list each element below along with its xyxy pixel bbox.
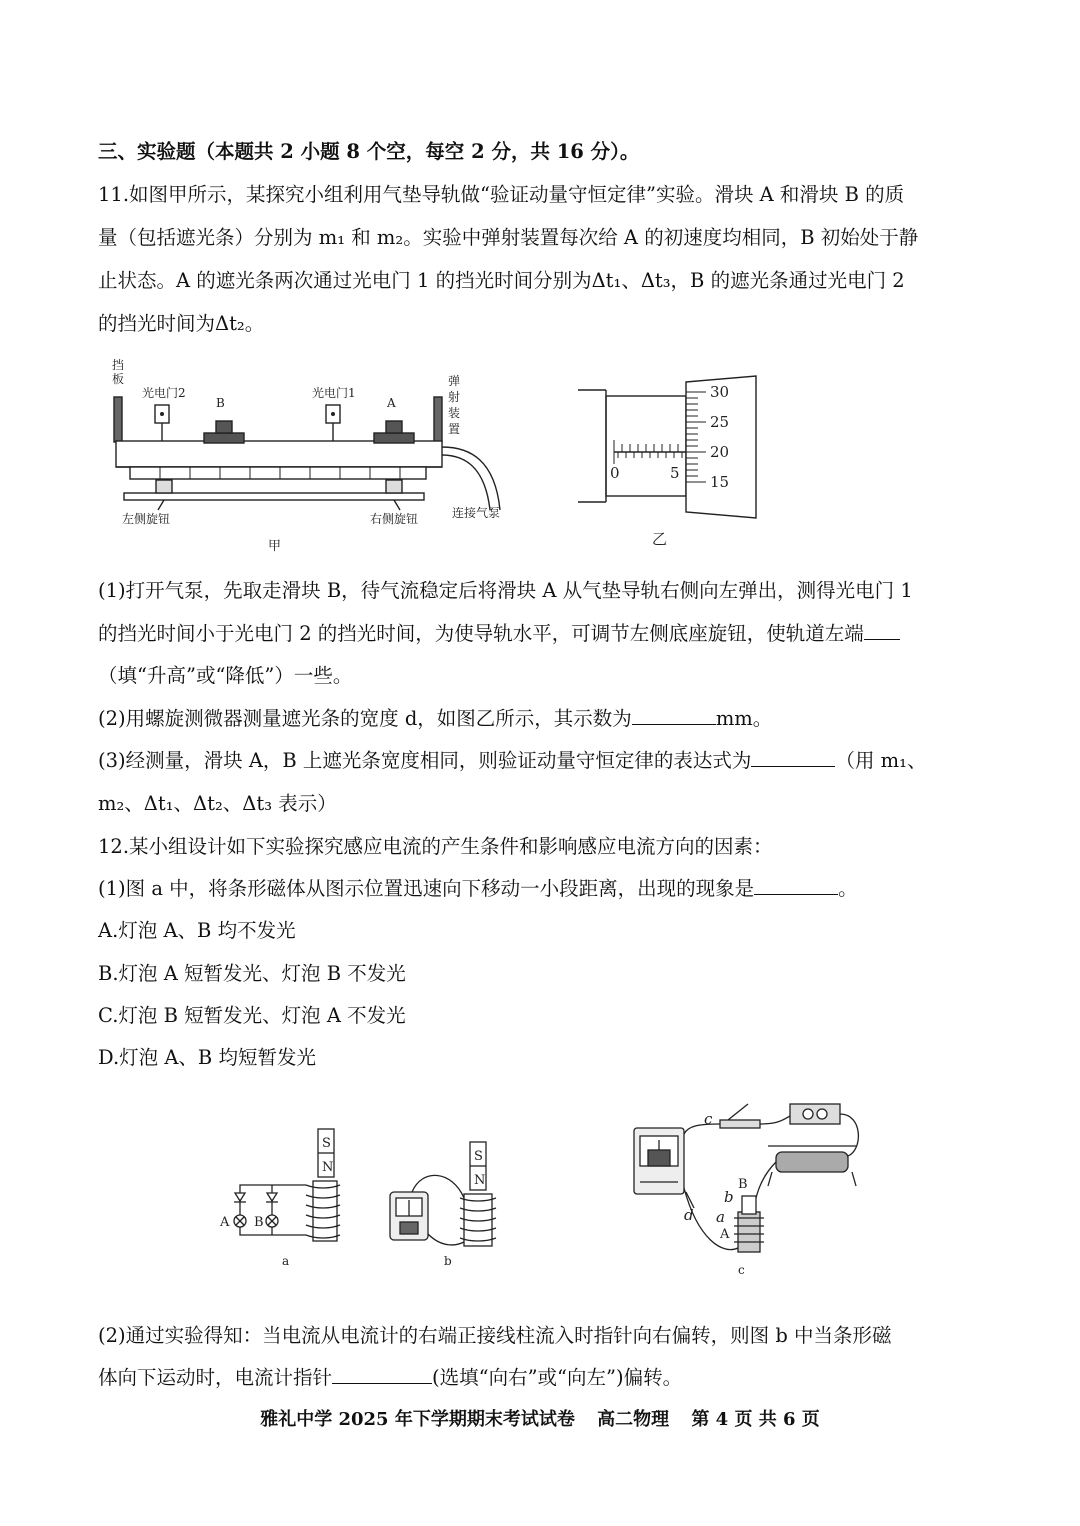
option-a[interactable]: A.灯泡 A、B 均不发光: [98, 919, 296, 942]
answer-blank-4[interactable]: [754, 876, 838, 895]
main-scale-0: 0: [610, 464, 620, 482]
fig-c-label-A: A: [720, 1227, 730, 1242]
option-b[interactable]: B.灯泡 A 短暂发光、灯泡 B 不发光: [98, 962, 406, 985]
option-d[interactable]: D.灯泡 A、B 均短暂发光: [98, 1046, 316, 1069]
answer-blank-2[interactable]: [632, 706, 716, 725]
q11-p1-line-2-text: 的挡光时间小于光电门 2 的挡光时间，为使导轨水平，可调节左侧底座旋钮，使轨道左端: [98, 622, 864, 645]
battery: [790, 1104, 840, 1124]
track-body: [116, 441, 442, 467]
micrometer-figure: [570, 368, 770, 550]
label-baffle: 挡板: [112, 358, 125, 386]
slider-a: [374, 433, 414, 443]
label-slider-a: A: [387, 396, 396, 410]
q12-p2-line-2: [98, 1364, 682, 1392]
q12-p1-tail: 。: [838, 877, 858, 900]
answer-blank-5[interactable]: [332, 1365, 432, 1384]
fig-c-label-B: B: [738, 1177, 748, 1192]
q12-p1-text: (1)图 a 中，将条形磁体从图示位置迅速向下移动一小段距离，出现的现象是: [98, 877, 755, 900]
caption-jia: 甲: [268, 539, 282, 554]
footer-school: 雅礼中学 2025 年下学期期末考试试卷: [260, 1409, 575, 1430]
fig-a-caption: a: [282, 1254, 290, 1268]
thimble-num-30: 30: [710, 383, 730, 401]
q11-intro-line-2: 量（包括遮光条）分别为 m₁ 和 m₂。实验中弹射装置每次给 A 的初速度均相同，B 初始处于静: [98, 226, 919, 249]
caption-yi: 乙: [652, 530, 668, 548]
footer-subject: 高二物理: [597, 1409, 670, 1430]
q11-p1-line-2: [98, 620, 900, 648]
main-scale-5: 5: [670, 464, 680, 482]
q11-p3-text: (3)经测量，滑块 A，B 上遮光条宽度相同，则验证动量守恒定律的表达式为: [98, 749, 752, 772]
fig-c-label-b: b: [724, 1188, 734, 1206]
answer-blank-3[interactable]: [751, 748, 835, 767]
label-right-knob: 右侧旋钮: [370, 512, 419, 526]
figure-a: [210, 1125, 360, 1275]
section-title: 三、实验题（本题共 2 小题 8 个空，每空 2 分，共 16 分）。: [98, 140, 640, 163]
q11-p1-line-1: (1)打开气泵，先取走滑块 B，待气流稳定后将滑块 A 从气垫导轨右侧向左弹出，测得光电门 1: [98, 579, 913, 602]
q11-p2-unit: mm。: [715, 707, 773, 730]
answer-blank-1[interactable]: [864, 621, 900, 640]
label-pump: 连接气泵: [452, 506, 501, 520]
q11-p3-tail: （用 m₁、: [835, 749, 927, 772]
baffle: [114, 397, 122, 442]
label-launcher: 弹射装置: [448, 374, 461, 436]
footer-page: 第 4 页 共 6 页: [691, 1409, 820, 1430]
thimble-num-25: 25: [710, 413, 730, 431]
q11-p2: [98, 705, 772, 733]
fig-c-label-d: d: [684, 1206, 694, 1224]
fig-b-s: S: [474, 1149, 483, 1164]
fig-a-lamp-b-label: B: [254, 1215, 264, 1230]
air-track-figure: [100, 355, 540, 555]
slider-b: [204, 433, 244, 443]
thimble-num-20: 20: [710, 443, 730, 461]
inner-coil: [742, 1196, 756, 1214]
q12-p2-line-1: (2)通过实验得知：当电流从电流计的右端正接线柱流入时指针向右偏转，则图 b 中当条形磁: [98, 1324, 892, 1347]
q11-intro-line-4: 的挡光时间为Δt₂。: [98, 312, 265, 335]
q11-intro-line-3: 止状态。A 的遮光条两次通过光电门 1 的挡光时间分别为Δt₁、Δt₃，B 的遮光条通过光电门 2: [98, 269, 905, 292]
figure-b: [382, 1138, 512, 1273]
label-gate2: 光电门2: [142, 386, 186, 400]
page-footer: [0, 1405, 1080, 1431]
coil-a: [313, 1181, 337, 1241]
fig-b-n: N: [474, 1173, 486, 1188]
q12-intro: 12.某小组设计如下实验探究感应电流的产生条件和影响感应电流方向的因素：: [98, 835, 773, 858]
label-left-knob: 左侧旋钮: [122, 512, 171, 526]
fig-c-label-a: a: [716, 1208, 725, 1226]
fig-a-s: S: [322, 1136, 331, 1151]
q11-p2-text: (2)用螺旋测微器测量遮光条的宽度 d，如图乙所示，其示数为: [98, 707, 632, 730]
label-gate1: 光电门1: [312, 386, 356, 400]
thimble-num-15: 15: [710, 473, 730, 491]
fig-b-caption: b: [444, 1254, 452, 1268]
pump-hose: [442, 447, 500, 510]
fig-c-label-c: c: [704, 1110, 713, 1128]
q12-p2-text: 体向下运动时，电流计指针: [98, 1366, 333, 1389]
q12-p2-tail: (选填“向右”或“向左”)偏转。: [432, 1366, 683, 1389]
q11-p1-line-3: （填“升高”或“降低”）一些。: [98, 664, 353, 687]
fig-a-lamp-a-label: A: [220, 1215, 230, 1230]
q11-p3: [98, 747, 926, 775]
label-slider-b: B: [216, 396, 225, 410]
option-c[interactable]: C.灯泡 B 短暂发光、灯泡 A 不发光: [98, 1004, 406, 1027]
figure-c: [628, 1090, 868, 1280]
q12-p1: [98, 875, 858, 903]
right-knob: [386, 480, 402, 493]
fig-a-n: N: [322, 1160, 334, 1175]
track-base: [124, 493, 424, 500]
q11-p3-line-2: m₂、Δt₁、Δt₂、Δt₃ 表示）: [98, 792, 337, 815]
q11-intro-line-1: 11.如图甲所示，某探究小组利用气垫导轨做“验证动量守恒定律”实验。滑块 A 和滑块 B 的质: [98, 183, 905, 206]
switch: [720, 1120, 760, 1128]
left-knob: [156, 480, 172, 493]
rheostat: [776, 1152, 848, 1172]
launcher-post: [434, 397, 442, 442]
fig-c-caption: c: [738, 1263, 745, 1277]
